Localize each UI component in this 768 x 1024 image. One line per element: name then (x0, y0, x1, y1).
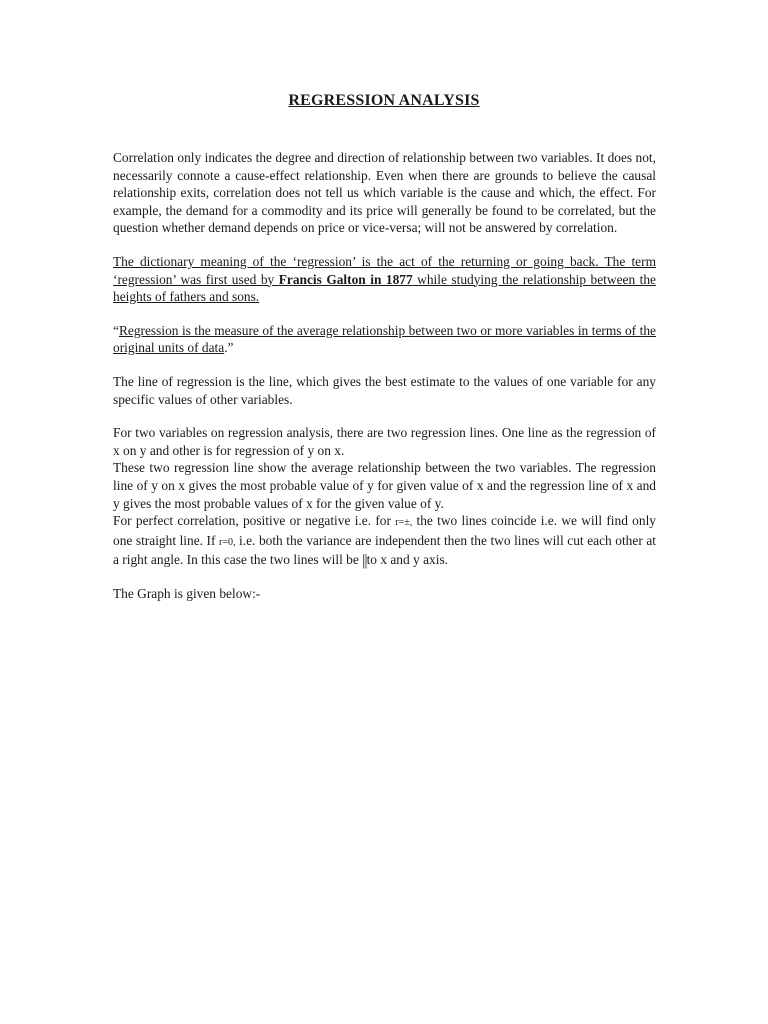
dictionary-period: . (255, 289, 260, 305)
paragraph-regression-definition (113, 322, 656, 357)
dictionary-text-1: The dictionary meaning of the ‘regression’ is the act of the returning or going back. The term ‘regression’ was first used by (113, 253, 656, 287)
r-plus-minus: r=±, (395, 517, 413, 529)
paragraph-two-lines: For two variables on regression analysis, there are two regression lines. One line as the regression of x on y and other is for regression of y on x. (113, 425, 656, 458)
definition-text: Regression is the measure of the average relationship between two or more variables in terms of the original units of data (113, 322, 656, 356)
document-body (113, 149, 656, 618)
perfect-text-3: i.e. both the variance are independent then the two lines will cut each other at a right angle. In this case the two lines will be (113, 532, 656, 568)
parallel-symbol: || (362, 552, 367, 570)
paragraph-perfect-correlation (113, 512, 656, 569)
paragraph-correlation: Correlation only indicates the degree and direction of relationship between two variables. It does not, necessarily connote a cause-effect relationship. Even when there are grounds to believe the causal relationship exits, correlation does not tell us which variable is the cause and which, the effect. For example, the demand for a commodity and its price will generally be found to be correlated, but the question whether demand depends on price or vice-versa; will not be answered by correlation. (113, 150, 656, 236)
page-title: REGRESSION ANALYSIS (288, 92, 480, 109)
perfect-text-4: to x and y axis. (366, 552, 449, 568)
paragraph-graph-intro: The Graph is given below:- (113, 585, 261, 601)
paragraph-dictionary-meaning (113, 253, 656, 306)
r-zero: r=0, (219, 536, 236, 548)
perfect-text-1: For perfect correlation, positive or negative i.e. for (113, 513, 396, 529)
paragraph-average-relationship: These two regression line show the average relationship between the two variables. The regression line of y on x gives the most probable value of y for given value of x and the regression line of x and y gives the most probable values of x for the given value of y. (113, 460, 656, 511)
close-quote: .” (224, 340, 234, 356)
dictionary-text-2: while studying the relationship between the heights of fathers and sons (113, 271, 656, 305)
perfect-text-2: the two lines coincide i.e. we will find only one straight line. If (113, 513, 656, 548)
galton-reference: Francis Galton in 1877 (278, 271, 413, 287)
open-quote: “ (113, 322, 119, 338)
paragraph-line-of-regression: The line of regression is the line, which gives the best estimate to the values of one variable for any specific values of other variables. (113, 373, 656, 407)
